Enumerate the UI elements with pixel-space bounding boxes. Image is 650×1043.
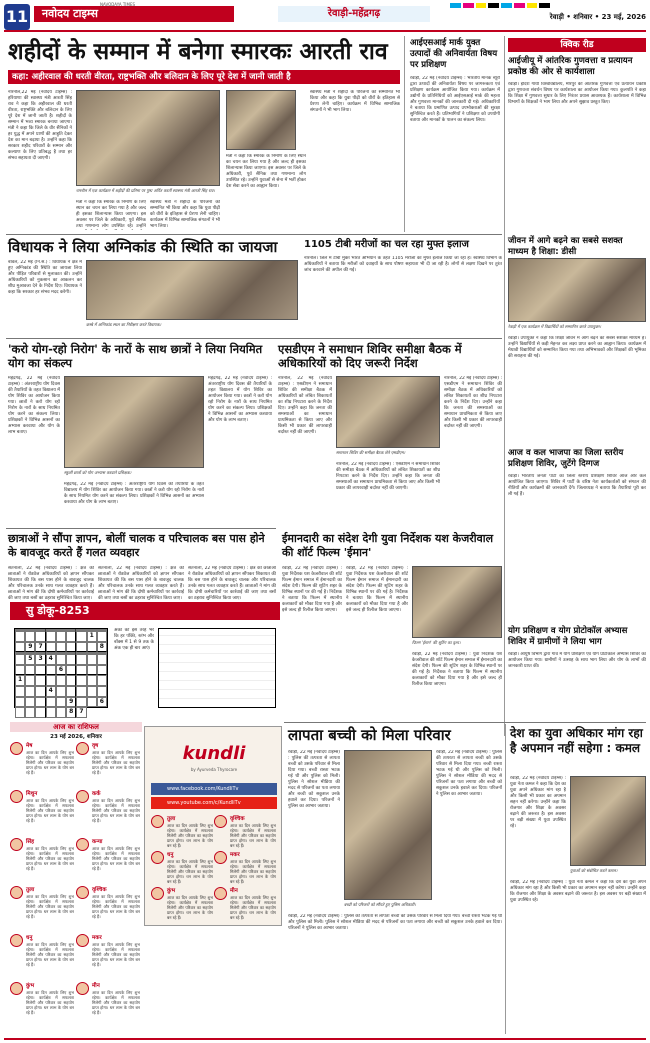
lead-body-col2: मंत्री ने कहा कि स्मारक के निर्माण के लिए स्थान का चयन कर लिया गया है और जल्द ही इसका शिलान्यास किया जाएगा। इस अवसर पर जिले के अधिकारी, पूर्व सैनिक तथा गणमान्य लोग उपस्थित रहे। उन्होंने bbox=[76, 200, 146, 229]
rashi-name: तुला bbox=[26, 887, 35, 893]
lead-photo bbox=[76, 90, 220, 186]
rashi-name: वृश्चिक bbox=[92, 887, 107, 893]
zodiac-icon bbox=[76, 790, 89, 803]
sudoku-cell bbox=[87, 642, 97, 653]
education-headline: जीवन में आगे बढ़ने का सबसे सशक्त माध्यम है शिक्षा: डीसी bbox=[508, 236, 623, 257]
students-body: सतनाली, 22 मई (नवोदय टाइम्स) : क्षेत्र की छात्राओं ने रोडवेज अधिकारियों को ज्ञापन सौंपकर शिकायत की कि बस पास होने के बावजूद चालक और परिचालक उनके साथ गलत व्यवहार करते हैं। छात्राओं ने मांग की कि दोषी कर्मचारियों पर कार्रवाई की जाए तथा बसों का ठहराव सुनिश्चित किया जाए। bbox=[8, 566, 94, 600]
color-swatch bbox=[488, 3, 499, 8]
sudoku-cell bbox=[56, 697, 66, 708]
sudoku-cell bbox=[25, 707, 35, 718]
sudoku-cell: 9 bbox=[66, 697, 76, 708]
masthead bbox=[0, 0, 650, 34]
ad-youtube[interactable]: www.youtube.com/c/KundliTv bbox=[151, 797, 277, 809]
rashi-text: आज का दिन आपके लिए शुभ रहेगा। कार्यक्षेत्र में सफलता मिलेगी और परिवार का सहयोग प्राप्त होगा। धन लाभ के योग बन रहे हैं। bbox=[167, 823, 213, 848]
sudoku-grid bbox=[14, 628, 108, 716]
sudoku-cell: 3 bbox=[35, 654, 45, 665]
sudoku-cell bbox=[56, 642, 66, 653]
zodiac-icon bbox=[76, 838, 89, 851]
tb-body: नारनौल। जिले में टीबी मुक्त भारत अभियान के तहत 1105 मरीजों का मुफ्त इलाज किया जा रहा है। स्वास्थ्य विभाग के अधिकारियों ने बताया कि मरीजों को दवाइयों के साथ पोषण सहायता भी दी जा रही है। लोगों से लक्षण दिखने पर तुरंत जांच करवाने की अपील की गई। bbox=[304, 256, 502, 273]
rashi-text: आज का दिन आपके लिए शुभ रहेगा। कार्यक्षेत्र में सफलता मिलेगी और परिवार का सहयोग प्राप्त होगा। धन लाभ के योग बन रहे हैं। bbox=[92, 990, 140, 1015]
sudoku-cell bbox=[87, 697, 97, 708]
rashifal-date: 23 मई 2026, शनिवार bbox=[50, 734, 102, 740]
sudoku-cell bbox=[25, 686, 35, 697]
igu-headline: आईजीयू में आंतरिक गुणवत्ता व प्रत्यायन प्रकोष्ठ की ओर से कार्यशाला bbox=[508, 56, 633, 77]
sudoku-cell bbox=[46, 631, 56, 642]
sudoku-cell bbox=[46, 697, 56, 708]
rashi-item bbox=[10, 886, 74, 932]
rashi-item bbox=[76, 934, 140, 980]
ad-rashi-list bbox=[151, 815, 277, 923]
yoga-body-2: महेंद्रगढ़, 22 मई (नवोदय टाइम्स) : अंतरराष्ट्रीय योग दिवस की तैयारियों के तहत विद्यालय में योग शिविर का आयोजन किया गया। छात्रों ने करो योग रहो निरोग के नारों के साथ नियमित योग करने का संकल्प लिया। प्रशिक्षकों ने विभिन्न आसनों का अभ्यास करवाया और योग के लाभ बताए। bbox=[208, 376, 272, 423]
sudoku-cell bbox=[15, 654, 25, 665]
rashi-name: कुंभ bbox=[26, 983, 35, 989]
sudoku-cell: 1 bbox=[87, 631, 97, 642]
sudoku-cell bbox=[35, 707, 45, 718]
sudoku-cell bbox=[56, 686, 66, 697]
color-swatch bbox=[476, 3, 487, 8]
bjp-headline: आज व कल भाजपा का जिला स्तरीय प्रशिक्षण शिविर, जुटेंगे दिग्गज bbox=[508, 448, 624, 469]
students-headline: छात्राओं ने सौंपा ज्ञापन, बोलीं चालक व परिचालक बस पास होने के बावजूद करते हैं गलत व्यवहार bbox=[8, 532, 265, 559]
zodiac-icon bbox=[214, 815, 227, 828]
ad-rashi-item bbox=[214, 851, 276, 885]
ad-rashi-item bbox=[151, 887, 213, 921]
film-headline: ईमानदारी का संदेश देगी युवा निर्देशक यश केजरीवाल की शॉर्ट फिल्म 'ईमान' bbox=[282, 532, 494, 559]
sudoku-cell bbox=[97, 665, 107, 676]
education-photo-caption: रेवाड़ी में एक कार्यक्रम में विद्यार्थियों को सम्मानित करते उपायुक्त। bbox=[508, 324, 601, 329]
section-title: रेवाड़ी-महेंद्रगढ़ bbox=[278, 6, 430, 22]
rashi-text: आज का दिन आपके लिए शुभ रहेगा। कार्यक्षेत्र में सफलता मिलेगी और परिवार का सहयोग प्राप्त होगा। धन लाभ के योग बन रहे हैं। bbox=[230, 823, 276, 848]
yoga-photo bbox=[64, 376, 204, 468]
rashi-name: मीन bbox=[230, 888, 238, 894]
rashi-item bbox=[76, 838, 140, 884]
sdm-body: नारनौल, 22 मई (नवोदय टाइम्स) : एसडीएम ने समाधान शिविर की समीक्षा बैठक में अधिकारियों को लंबित शिकायतों का शीघ्र निपटारा करने के निर्देश दिए। उन्होंने कहा कि जनता की समस्याओं का समाधान प्राथमिकता से किया जाए और किसी भी प्रकार की लापरवाही बर्दाश्त नहीं की जाएगी। bbox=[278, 376, 332, 435]
lead-body-col5: स्वास्थ्य मंत्री ने शहीदों के परिजनों को सम्मानित भी किया और कहा कि युवा पीढ़ी को वीरों के इतिहास से प्रेरणा लेनी चाहिए। कार्यक्रम में विभिन्न सामाजिक संगठनों ने भी भाग लिया। bbox=[310, 90, 400, 113]
lead-body-col1: नारनौल,22 मई (नवोदय टाइम्स) : हरियाणा की स्वास्थ्य मंत्री आरती सिंह राव ने कहा कि अहीरवाल की धरती वीरता, राष्ट्रभक्ति और बलिदान के लिए पूरे देश में जानी जाती है। शहीदों के सम्मान में भव्य स्मारक बनाया जाएगा। मंत्री ने कहा कि जिले के वीर सैनिकों ने हर युद्ध में अपने प्राणों की आहुति देकर देश का मान बढ़ाया है। उन्होंने कहा कि सरकार शहीद परिवारों के सम्मान और कल्याण के लिए प्रतिबद्ध है तथा हर संभव सहायता दी जाएगी। bbox=[8, 90, 72, 161]
sudoku-cell bbox=[25, 631, 35, 642]
isi-body: रेवाड़ी, 22 मई (नवोदय टाइम्स) : भारतीय मानक ब्यूरो द्वारा उत्पादों की अनिवार्यता विषय पर जागरूकता एवं प्रशिक्षण कार्यक्रम आयोजित किया गया। कार्यक्रम में उद्योगों के प्रतिनिधियों को आईएसआई मार्क की महत्ता और गुणवत्ता मानकों की जानकारी दी गई। अधिकारियों ने बताया कि प्रमाणित उत्पाद उपभोक्ताओं की सुरक्षा सुनिश्चित करते हैं। प्रतिभागियों ने प्रशिक्षण को उपयोगी बताया और मानकों के पालन का संकल्प लिया। bbox=[410, 76, 500, 123]
sudoku-hint: अंकों को इस तरह भरें कि हर पंक्ति, स्तंभ और बॉक्स में 1 से 9 तक के अंक एक ही बार आएं। bbox=[114, 628, 154, 651]
missing-body-2: रेवाड़ी, 22 मई (नवोदय टाइम्स) : पुलिस की तत्परता से लापता बच्ची को उसके परिवार से मिला दिया गया। बच्ची रास्ता भटक गई थी और पुलिस को मिली। पुलिस ने सोशल मीडिया की मदद से परिजनों का पता लगाया और बच्ची को सकुशल उनके हवाले कर दिया। परिजनों ने पुलिस का आभार जताया। bbox=[436, 750, 502, 797]
zodiac-icon bbox=[151, 851, 164, 864]
fire-body: बावल, 22 मई (नि.सं.) : विधायक ने क्षेत्र में हुए अग्निकांड की स्थिति का जायजा लिया और पीड़ित परिवारों से मुलाकात की। उन्होंने अधिकारियों को नुकसान का आकलन कर शीघ्र मुआवजा देने के निर्देश दिए। विधायक ने कहा कि सरकार हर संभव मदद करेगी। bbox=[8, 260, 82, 295]
rashi-item bbox=[10, 790, 74, 836]
rashi-item bbox=[76, 742, 140, 788]
sudoku-cell bbox=[76, 686, 86, 697]
lead-photo-caption: नारनौल में एक कार्यक्रम में शहीदों की प्रतिमा पर पुष्प अर्पित करतीं स्वास्थ्य मंत्री आरती सिंह राव। bbox=[76, 188, 215, 193]
yoga-camp-headline: योग प्रशिक्षण व योग प्रोटोकॉल अभ्यास शिविर में ग्रामीणों ने लिया भाग bbox=[508, 626, 628, 647]
sudoku-cell bbox=[97, 675, 107, 686]
yoga-photo-caption: स्कूली छात्रों को योग अभ्यास करवाते प्रशिक्षक। bbox=[64, 470, 132, 475]
sudoku-cell bbox=[56, 675, 66, 686]
rashi-text: आज का दिन आपके लिए शुभ रहेगा। कार्यक्षेत्र में सफलता मिलेगी और परिवार का सहयोग प्राप्त होगा। धन लाभ के योग बन रहे हैं। bbox=[26, 798, 74, 823]
zodiac-icon bbox=[10, 982, 23, 995]
rashi-text: आज का दिन आपके लिए शुभ रहेगा। कार्यक्षेत्र में सफलता मिलेगी और परिवार का सहयोग प्राप्त होगा। धन लाभ के योग बन रहे हैं। bbox=[92, 942, 140, 967]
zodiac-icon bbox=[76, 742, 89, 755]
tb-headline: 1105 टीबी मरीजों का चल रहा मुफ्त इलाज bbox=[304, 239, 469, 250]
education-body: रेवाड़ी। उपायुक्त ने कहा कि शिक्षा जीवन में आगे बढ़ने का सबसे सशक्त माध्यम है। उन्होंने विद्यार्थियों से कड़ी मेहनत कर लक्ष्य प्राप्त करने का आह्वान किया। कार्यक्रम में मेधावी विद्यार्थियों को सम्मानित किया गया तथा अभिभावकों और शिक्षकों की भूमिका की सराहना की गई। bbox=[508, 336, 646, 359]
bjp-body: रेवाड़ी। भारतीय जनता पार्टी का जिला स्तरीय प्रशिक्षण शिविर आज और कल आयोजित किया जाएगा। शिविर में पार्टी के वरिष्ठ नेता कार्यकर्ताओं को संगठन की नीतियों और कार्यक्रमों की जानकारी देंगे। जिलाध्यक्ष ने बताया कि तैयारियां पूरी कर ली गई हैं। bbox=[508, 474, 646, 497]
sudoku-cell bbox=[15, 665, 25, 676]
lead-photo-2 bbox=[226, 90, 296, 150]
rashi-text: आज का दिन आपके लिए शुभ रहेगा। कार्यक्षेत्र में सफलता मिलेगी और परिवार का सहयोग प्राप्त होगा। धन लाभ के योग बन रहे हैं। bbox=[26, 846, 74, 871]
sudoku-cell bbox=[46, 675, 56, 686]
sudoku-cell bbox=[66, 631, 76, 642]
ad-rashi-item bbox=[151, 815, 213, 849]
education-photo bbox=[508, 258, 646, 322]
sudoku-cell bbox=[25, 665, 35, 676]
sudoku-cell: 8 bbox=[97, 642, 107, 653]
yoga-headline: 'करो योग-रहो निरोग' के नारों के साथ छात्रों ने लिया नियमित योग का संकल्प bbox=[8, 342, 263, 370]
zodiac-icon bbox=[76, 934, 89, 947]
sudoku-cell bbox=[15, 642, 25, 653]
rashi-name: मीन bbox=[92, 983, 100, 989]
rashi-item bbox=[76, 982, 140, 1028]
rashi-text: आज का दिन आपके लिए शुभ रहेगा। कार्यक्षेत्र में सफलता मिलेगी और परिवार का सहयोग प्राप्त होगा। धन लाभ के योग बन रहे हैं। bbox=[167, 895, 213, 920]
sudoku-cell bbox=[15, 707, 25, 718]
sudoku-cell bbox=[35, 665, 45, 676]
rashi-name: कन्या bbox=[92, 839, 103, 845]
ad-facebook[interactable]: www.facebook.com/KundliTv bbox=[151, 783, 277, 795]
color-swatch bbox=[501, 3, 512, 8]
sudoku-cell bbox=[97, 654, 107, 665]
missing-photo bbox=[344, 750, 432, 900]
sudoku-cell bbox=[15, 686, 25, 697]
sudoku-cell bbox=[87, 675, 97, 686]
section-rule bbox=[284, 722, 646, 723]
paper-subtitle: NAVODAYA TIMES bbox=[100, 2, 136, 7]
color-swatch bbox=[514, 3, 525, 8]
fire-headline: विधायक ने लिया अग्निकांड की स्थिति का जायजा bbox=[8, 238, 278, 256]
sdm-headline: एसडीएम ने समाधान शिविर समीक्षा बैठक में अधिकारियों को दिए जरूरी निर्देश bbox=[278, 342, 462, 370]
rashi-name: धनु bbox=[26, 935, 33, 941]
rashifal-list bbox=[10, 742, 142, 1032]
rashi-text: आज का दिन आपके लिए शुभ रहेगा। कार्यक्षेत्र में सफलता मिलेगी और परिवार का सहयोग प्राप्त होगा। धन लाभ के योग बन रहे हैं। bbox=[26, 750, 74, 775]
sudoku-cell: 7 bbox=[76, 707, 86, 718]
sudoku-solution-grid bbox=[158, 628, 276, 708]
sudoku-cell bbox=[15, 631, 25, 642]
zodiac-icon bbox=[10, 934, 23, 947]
sudoku-cell bbox=[46, 642, 56, 653]
sudoku-cell bbox=[35, 675, 45, 686]
rashi-name: वृश्चिक bbox=[230, 816, 245, 822]
rashi-name: कर्क bbox=[92, 791, 101, 797]
sdm-body-3: नारनौल, 22 मई (नवोदय टाइम्स) : एसडीएम ने समाधान शिविर की समीक्षा बैठक में अधिकारियों को लंबित शिकायतों का शीघ्र निपटारा करने के निर्देश दिए। उन्होंने कहा कि जनता की समस्याओं का समाधान प्राथमिकता से किया जाए और किसी भी प्रकार की लापरवाही बर्दाश्त नहीं की जाएगी। bbox=[444, 376, 502, 429]
rashi-text: आज का दिन आपके लिए शुभ रहेगा। कार्यक्षेत्र में सफलता मिलेगी और परिवार का सहयोग प्राप्त होगा। धन लाभ के योग बन रहे हैं। bbox=[230, 895, 276, 920]
ad-brand-sub: by Ayurveda Thyrocare bbox=[190, 767, 238, 772]
sudoku-cell bbox=[97, 686, 107, 697]
rashi-text: आज का दिन आपके लिए शुभ रहेगा। कार्यक्षेत्र में सफलता मिलेगी और परिवार का सहयोग प्राप्त होगा। धन लाभ के योग बन रहे हैं। bbox=[26, 942, 74, 967]
lead-headline: शहीदों के सम्मान में बनेगा स्मारकः आरती राव bbox=[8, 39, 388, 65]
zodiac-icon bbox=[76, 982, 89, 995]
rashi-name: वृष bbox=[92, 743, 99, 749]
sudoku-cell bbox=[15, 697, 25, 708]
isi-headline: आईएसआई मार्क युक्त उत्पादों की अनिवार्यता विषय पर प्रशिक्षण bbox=[410, 38, 498, 70]
sudoku-cell bbox=[87, 654, 97, 665]
film-photo bbox=[412, 566, 502, 638]
zodiac-icon bbox=[214, 887, 227, 900]
sudoku-cell bbox=[46, 707, 56, 718]
sudoku-cell bbox=[76, 642, 86, 653]
color-swatch bbox=[450, 3, 461, 8]
sudoku-cell bbox=[76, 697, 86, 708]
rashi-name: तुला bbox=[167, 816, 176, 822]
rashi-name: सिंह bbox=[26, 839, 35, 845]
sudoku-cell bbox=[25, 675, 35, 686]
rashi-text: आज का दिन आपके लिए शुभ रहेगा। कार्यक्षेत्र में सफलता मिलेगी और परिवार का सहयोग प्राप्त होगा। धन लाभ के योग बन रहे हैं। bbox=[230, 859, 276, 884]
sudoku-cell bbox=[66, 642, 76, 653]
sudoku-cell: 6 bbox=[97, 697, 107, 708]
rashi-name: मकर bbox=[230, 852, 240, 858]
zodiac-icon bbox=[10, 886, 23, 899]
missing-body: रेवाड़ी, 22 मई (नवोदय टाइम्स) : पुलिस की तत्परता से लापता बच्ची को उसके परिवार से मिला दिया गया। बच्ची रास्ता भटक गई थी और पुलिस को मिली। पुलिस ने सोशल मीडिया की मदद से परिजनों का पता लगाया और बच्ची को सकुशल उनके हवाले कर दिया। परिजनों ने पुलिस का आभार जताया। bbox=[288, 750, 340, 809]
sudoku-cell bbox=[76, 665, 86, 676]
color-swatch bbox=[527, 3, 538, 8]
page-number: 11 bbox=[4, 4, 30, 30]
kamal-photo-caption: युवाओं को संबोधित करते कमल। bbox=[570, 868, 618, 873]
rashifal-title: आज का राशिफल bbox=[10, 722, 142, 732]
rashi-text: आज का दिन आपके लिए शुभ रहेगा। कार्यक्षेत्र में सफलता मिलेगी और परिवार का सहयोग प्राप्त होगा। धन लाभ के योग बन रहे हैं। bbox=[92, 894, 140, 919]
column-divider bbox=[505, 724, 506, 1034]
sudoku-cell bbox=[35, 686, 45, 697]
sudoku-cell bbox=[66, 654, 76, 665]
sudoku-cell bbox=[87, 686, 97, 697]
yoga-camp-body: रेवाड़ी। आयुष विभाग द्वारा गांव में योग प्रशिक्षण एवं योग प्रोटोकॉल अभ्यास शिविर का आयोजन किया गया। ग्रामीणों ने उत्साह के साथ भाग लिया और योग के लाभों की जानकारी प्राप्त की। bbox=[508, 652, 646, 669]
sdm-body-2: नारनौल, 22 मई (नवोदय टाइम्स) : एसडीएम ने समाधान शिविर की समीक्षा बैठक में अधिकारियों को लंबित शिकायतों का शीघ्र निपटारा करने के निर्देश दिए। उन्होंने कहा कि जनता की समस्याओं का समाधान प्राथमिकता से किया जाए और किसी भी प्रकार की लापरवाही बर्दाश्त नहीं की जाएगी। bbox=[336, 462, 440, 491]
sudoku-cell bbox=[35, 697, 45, 708]
sudoku-cell bbox=[66, 675, 76, 686]
rashi-name: कुंभ bbox=[167, 888, 176, 894]
color-registration-strip bbox=[450, 3, 550, 8]
lead-body-col3: स्वास्थ्य मंत्री ने शहीदों के परिजनों को सम्मानित भी किया और कहा कि युवा पीढ़ी को वीरों के इतिहास से प्रेरणा लेनी चाहिए। कार्यक्रम में विभिन्न सामाजिक संगठनों ने भी भाग लिया। bbox=[150, 200, 220, 229]
rashi-name: मिथुन bbox=[26, 791, 38, 797]
rashi-item bbox=[10, 838, 74, 884]
film-body-3: रेवाड़ी, 22 मई (नवोदय टाइम्स) : युवा निर्देशक यश केजरीवाल की शॉर्ट फिल्म ईमान समाज में ईमानदारी का संदेश देगी। फिल्म की शूटिंग शहर के विभिन्न स्थानों पर की गई है। निर्देशक ने बताया कि फिल्म में स्थानीय कलाकारों को मौका दिया गया है और इसे जल्द ही रिलीज किया जाएगा। bbox=[412, 652, 502, 687]
rashi-item bbox=[10, 982, 74, 1028]
students-body-2: सतनाली, 22 मई (नवोदय टाइम्स) : क्षेत्र की छात्राओं ने रोडवेज अधिकारियों को ज्ञापन सौंपकर शिकायत की कि बस पास होने के बावजूद चालक और परिचालक उनके साथ गलत व्यवहार करते हैं। छात्राओं ने मांग की कि दोषी कर्मचारियों पर कार्रवाई की जाए तथा बसों का ठहराव सुनिश्चित किया जाए। bbox=[98, 566, 184, 600]
lead-body-col4: मंत्री ने कहा कि स्मारक के निर्माण के लिए स्थान का चयन कर लिया गया है और जल्द ही इसका शिलान्यास किया जाएगा। इस अवसर पर जिले के अधिकारी, पूर्व सैनिक तथा गणमान्य लोग उपस्थित रहे। उन्होंने युवाओं से सेना में भर्ती होकर देश सेवा करने का आह्वान किया। bbox=[226, 154, 306, 189]
yoga-body-3: महेंद्रगढ़, 22 मई (नवोदय टाइम्स) : अंतरराष्ट्रीय योग दिवस की तैयारियों के तहत विद्यालय में योग शिविर का आयोजन किया गया। छात्रों ने करो योग रहो निरोग के नारों के साथ नियमित योग करने का संकल्प लिया। प्रशिक्षकों ने विभिन्न आसनों का अभ्यास करवाया और योग के लाभ बताए। bbox=[64, 482, 204, 505]
sudoku-cell bbox=[35, 631, 45, 642]
rashi-item bbox=[10, 742, 74, 788]
sudoku-cell bbox=[56, 707, 66, 718]
paper-name: नवोदय टाइम्स bbox=[34, 6, 234, 22]
zodiac-icon bbox=[10, 742, 23, 755]
rashi-text: आज का दिन आपके लिए शुभ रहेगा। कार्यक्षेत्र में सफलता मिलेगी और परिवार का सहयोग प्राप्त होगा। धन लाभ के योग बन रहे हैं। bbox=[92, 750, 140, 775]
film-photo-caption: फिल्म 'ईमान' की शूटिंग का दृश्य। bbox=[412, 640, 461, 645]
sdm-photo bbox=[336, 376, 440, 448]
sudoku-cell: 4 bbox=[46, 654, 56, 665]
sudoku-cell bbox=[76, 654, 86, 665]
zodiac-icon bbox=[10, 838, 23, 851]
missing-headline: लापता बच्ची को मिला परिवार bbox=[288, 726, 451, 744]
sdm-photo-caption: समाधान शिविर की समीक्षा बैठक लेते एसडीएम। bbox=[336, 450, 406, 455]
ad-brand: kundli bbox=[182, 743, 246, 764]
fire-photo bbox=[86, 260, 298, 320]
igu-body: रेवाड़ी। इंदिरा गांधी विश्वविद्यालय, मीरपुर की आंतरिक गुणवत्ता एवं प्रत्यायन प्रकोष्ठ द्वारा गुणवत्ता संवर्धन विषय पर कार्यशाला का आयोजन किया गया। कुलपति ने कहा कि शिक्षा में गुणवत्ता सुधार के लिए निरंतर प्रयास आवश्यक हैं। कार्यशाला में विभिन्न विभागों के शिक्षकों ने भाग लिया और अपने सुझाव प्रस्तुत किए। bbox=[508, 82, 646, 105]
sudoku-cell bbox=[66, 686, 76, 697]
missing-body-3: रेवाड़ी, 22 मई (नवोदय टाइम्स) : पुलिस की तत्परता से लापता बच्ची को उसके परिवार से मिला दिया गया। बच्ची रास्ता भटक गई थी और पुलिस को मिली। पुलिस ने सोशल मीडिया की मदद से परिजनों का पता लगाया और बच्ची को सकुशल उनके हवाले कर दिया। परिजनों ने पुलिस का आभार जताया। bbox=[288, 914, 502, 931]
rashi-text: आज का दिन आपके लिए शुभ रहेगा। कार्यक्षेत्र में सफलता मिलेगी और परिवार का सहयोग प्राप्त होगा। धन लाभ के योग बन रहे हैं। bbox=[92, 798, 140, 823]
zodiac-icon bbox=[10, 790, 23, 803]
sudoku-title: सु डोकू-8253 bbox=[10, 602, 280, 620]
missing-photo-caption: बच्ची को परिजनों को सौंपते हुए पुलिस अधिकारी। bbox=[344, 902, 416, 907]
fire-photo-caption: कस्बे में अग्निकांड स्थल का निरीक्षण करते विधायक। bbox=[86, 322, 162, 327]
column-divider bbox=[404, 36, 405, 232]
zodiac-icon bbox=[214, 851, 227, 864]
lead-subhead: कहा: अहीरवाल की धरती वीरता, राष्ट्रभक्ति और बलिदान के लिए पूरे देश में जानी जाती है bbox=[8, 70, 400, 84]
sudoku-cell bbox=[76, 675, 86, 686]
rashi-text: आज का दिन आपके लिए शुभ रहेगा। कार्यक्षेत्र में सफलता मिलेगी और परिवार का सहयोग प्राप्त होगा। धन लाभ के योग बन रहे हैं। bbox=[26, 990, 74, 1015]
sudoku-cell: 7 bbox=[35, 642, 45, 653]
sudoku-cell bbox=[25, 697, 35, 708]
sudoku-cell: 9 bbox=[25, 642, 35, 653]
sudoku-cell bbox=[56, 654, 66, 665]
rashi-item bbox=[76, 886, 140, 932]
sudoku-cell bbox=[66, 665, 76, 676]
rashi-item bbox=[10, 934, 74, 980]
masthead-rule bbox=[4, 30, 646, 32]
film-body-2: रेवाड़ी, 22 मई (नवोदय टाइम्स) : युवा निर्देशक यश केजरीवाल की शॉर्ट फिल्म ईमान समाज में ईमानदारी का संदेश देगी। फिल्म की शूटिंग शहर के विभिन्न स्थानों पर की गई है। निर्देशक ने बताया कि फिल्म में स्थानीय कलाकारों को मौका दिया गया है और इसे जल्द ही रिलीज किया जाएगा। bbox=[346, 566, 408, 613]
sudoku-cell: 6 bbox=[56, 665, 66, 676]
rashi-name: मेष bbox=[26, 743, 33, 749]
kamal-photo bbox=[570, 776, 646, 866]
rashi-text: आज का दिन आपके लिए शुभ रहेगा। कार्यक्षेत्र में सफलता मिलेगी और परिवार का सहयोग प्राप्त होगा। धन लाभ के योग बन रहे हैं। bbox=[92, 846, 140, 871]
ad-rashi-item bbox=[214, 815, 276, 849]
issue-date: रेवाड़ी • शनिवार • 23 मई, 2026 bbox=[549, 13, 646, 21]
column-divider bbox=[504, 36, 505, 736]
sudoku-cell: 4 bbox=[46, 686, 56, 697]
sudoku-cell bbox=[97, 631, 107, 642]
sudoku-cell: 1 bbox=[15, 675, 25, 686]
color-swatch bbox=[539, 3, 550, 8]
sudoku-cell bbox=[46, 665, 56, 676]
ad-rashi-item bbox=[151, 851, 213, 885]
sudoku-cell bbox=[76, 631, 86, 642]
zodiac-icon bbox=[76, 886, 89, 899]
ad-rashi-item bbox=[214, 887, 276, 921]
section-rule bbox=[6, 234, 502, 235]
rashi-text: आज का दिन आपके लिए शुभ रहेगा। कार्यक्षेत्र में सफलता मिलेगी और परिवार का सहयोग प्राप्त होगा। धन लाभ के योग बन रहे हैं। bbox=[26, 894, 74, 919]
rashi-name: मकर bbox=[92, 935, 102, 941]
film-body: रेवाड़ी, 22 मई (नवोदय टाइम्स) : युवा निर्देशक यश केजरीवाल की शॉर्ट फिल्म ईमान समाज में ईमानदारी का संदेश देगी। फिल्म की शूटिंग शहर के विभिन्न स्थानों पर की गई है। निर्देशक ने बताया कि फिल्म में स्थानीय कलाकारों को मौका दिया गया है और इसे जल्द ही रिलीज किया जाएगा। bbox=[282, 566, 342, 613]
sudoku-cell: 8 bbox=[66, 707, 76, 718]
section-rule bbox=[6, 528, 276, 529]
zodiac-icon bbox=[151, 815, 164, 828]
quick-read-banner: क्विक रीड bbox=[508, 38, 646, 52]
rashi-text: आज का दिन आपके लिए शुभ रहेगा। कार्यक्षेत्र में सफलता मिलेगी और परिवार का सहयोग प्राप्त होगा। धन लाभ के योग बन रहे हैं। bbox=[167, 859, 213, 884]
kamal-body-2: रेवाड़ी, 22 मई (नवोदय टाइम्स) : युवा नेता कमल ने कहा कि देश का युवा अपने अधिकार मांग रहा है और किसी भी प्रकार का अपमान सहन नहीं करेगा। उन्होंने कहा कि रोजगार और शिक्षा के अवसर बढ़ाने की जरूरत है। इस अवसर पर बड़ी संख्या में युवा उपस्थित रहे। bbox=[510, 880, 646, 903]
sudoku-cell bbox=[87, 665, 97, 676]
kamal-body: रेवाड़ी, 22 मई (नवोदय टाइम्स) : युवा नेता कमल ने कहा कि देश का युवा अपने अधिकार मांग रहा है और किसी भी प्रकार का अपमान सहन नहीं करेगा। उन्होंने कहा कि रोजगार और शिक्षा के अवसर बढ़ाने की जरूरत है। इस अवसर पर बड़ी संख्या में युवा उपस्थित रहे। bbox=[510, 776, 566, 829]
kamal-headline: देश का युवा अधिकार मांग रहा है अपमान नहीं सहेगा : कमल bbox=[510, 726, 643, 755]
section-rule bbox=[6, 338, 502, 339]
students-body-3: सतनाली, 22 मई (नवोदय टाइम्स) : क्षेत्र की छात्राओं ने रोडवेज अधिकारियों को ज्ञापन सौंपकर शिकायत की कि बस पास होने के बावजूद चालक और परिचालक उनके साथ गलत व्यवहार करते हैं। छात्राओं ने मांग की कि दोषी कर्मचारियों पर कार्रवाई की जाए तथा बसों का ठहराव सुनिश्चित किया जाए। bbox=[188, 566, 276, 600]
kundli-advertisement bbox=[144, 726, 282, 926]
rashi-item bbox=[76, 790, 140, 836]
sudoku-cell bbox=[56, 631, 66, 642]
sudoku-cell: 5 bbox=[25, 654, 35, 665]
footer-rule bbox=[4, 1038, 646, 1040]
yoga-body: महेंद्रगढ़, 22 मई (नवोदय टाइम्स) : अंतरराष्ट्रीय योग दिवस की तैयारियों के तहत विद्यालय में योग शिविर का आयोजन किया गया। छात्रों ने करो योग रहो निरोग के नारों के साथ नियमित योग करने का संकल्प लिया। प्रशिक्षकों ने विभिन्न आसनों का अभ्यास करवाया और योग के लाभ बताए। bbox=[8, 376, 60, 435]
rashi-name: धनु bbox=[167, 852, 174, 858]
zodiac-icon bbox=[151, 887, 164, 900]
color-swatch bbox=[463, 3, 474, 8]
